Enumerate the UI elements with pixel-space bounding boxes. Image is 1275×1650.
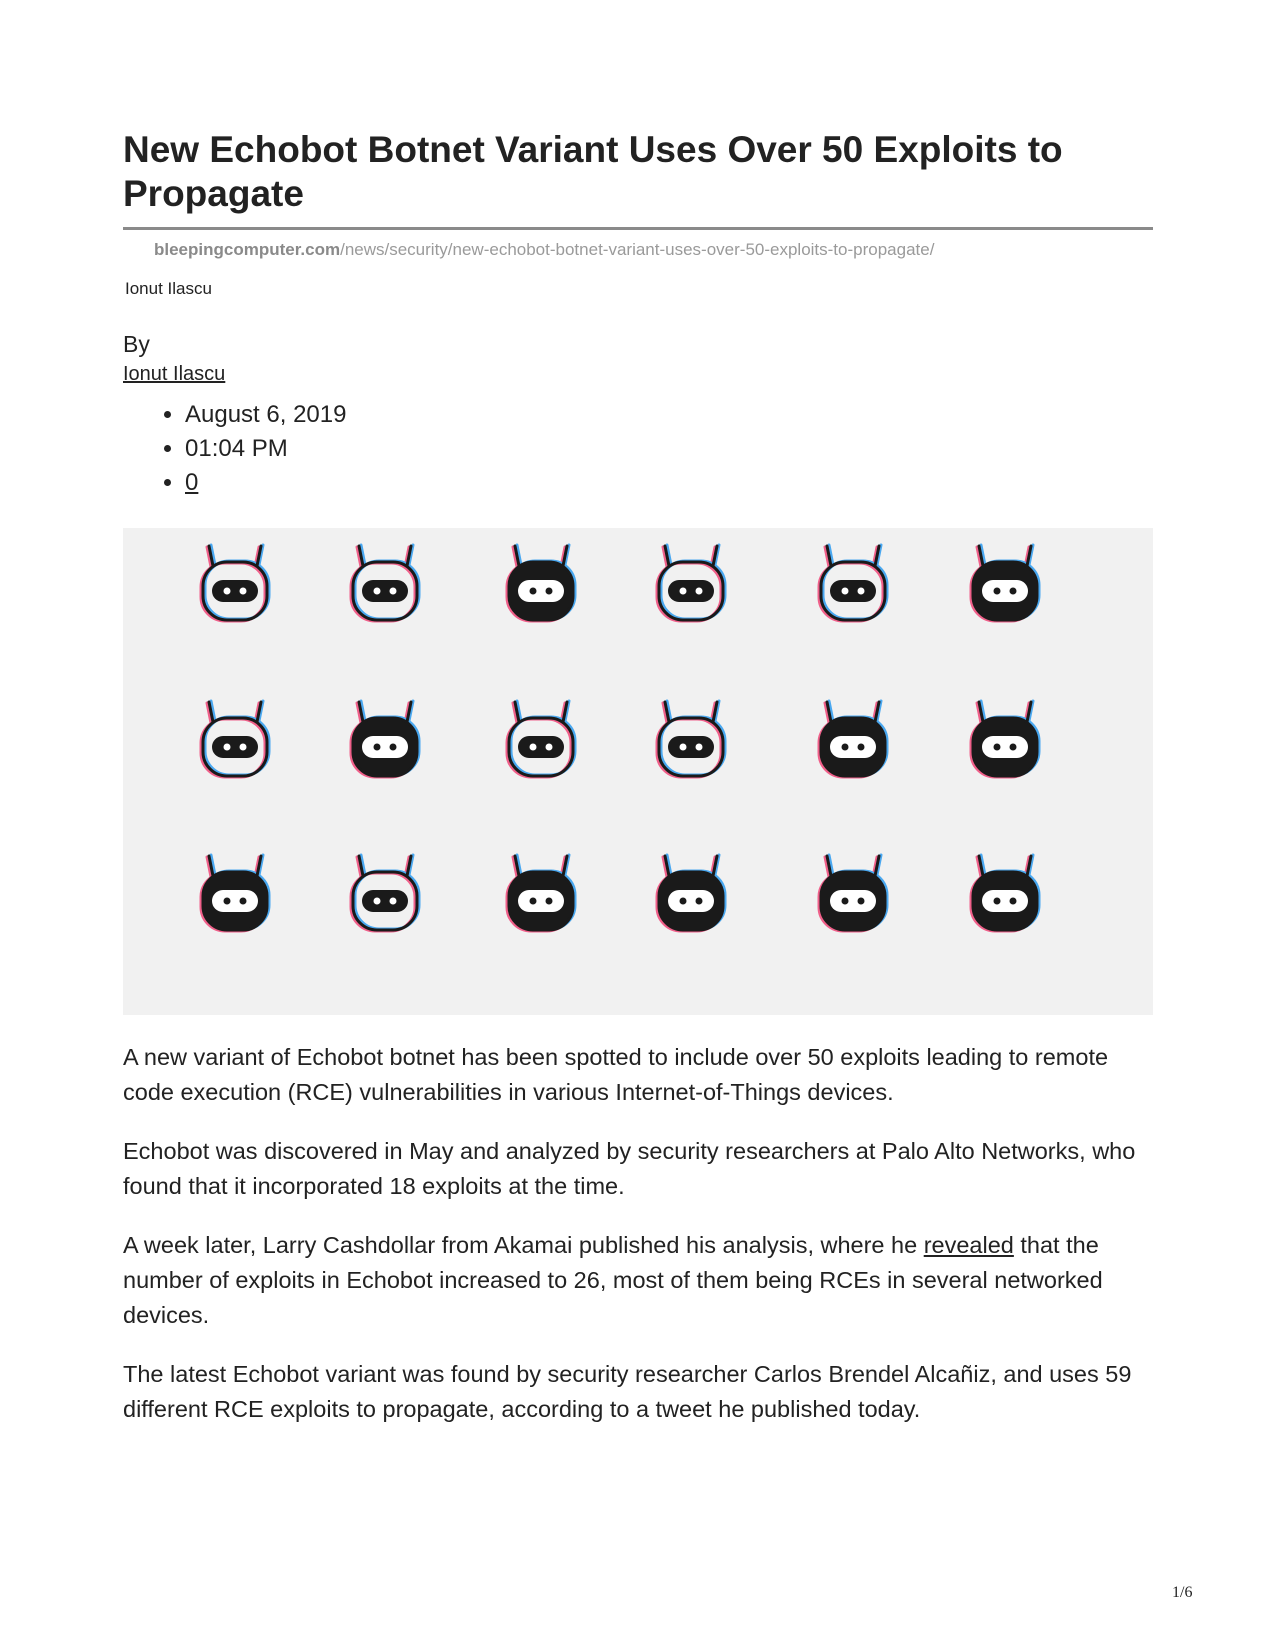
robot-head-icon <box>201 701 269 777</box>
comment-count-item <box>185 466 346 500</box>
article-body <box>123 1040 1158 1451</box>
source-url[interactable] <box>154 240 934 260</box>
robot-head-icon <box>507 701 575 777</box>
robot-head-icon <box>971 855 1039 931</box>
article-title: New Echobot Botnet Variant Uses Over 50 Exploits to Propagate <box>123 129 1063 214</box>
paragraph-4: The latest Echobot variant was found by security researcher Carlos Brendel Alcañiz, and uses 59 different RCE exploits to propagate, according to a tweet he published today. <box>123 1361 1132 1422</box>
paragraph-3 <box>123 1228 1158 1333</box>
byline-label: By <box>123 331 150 357</box>
robot-head-icon <box>351 545 419 621</box>
robot-head-icon <box>351 701 419 777</box>
robot-head-icon <box>201 855 269 931</box>
paragraph-2: Echobot was discovered in May and analyzed by security researchers at Palo Alto Networks, who found that it incorporated 18 exploits at the time. <box>123 1138 1136 1199</box>
article-meta-list <box>123 398 346 500</box>
robot-head-icon <box>201 545 269 621</box>
robot-head-icon <box>819 855 887 931</box>
paragraph-1: A new variant of Echobot botnet has been spotted to include over 50 exploits leading to remote code execution (RCE) vulnerabilities in various Internet-of-Things devices. <box>123 1044 1109 1105</box>
revealed-link[interactable]: revealed <box>923 1232 1014 1258</box>
robot-head-icon <box>507 545 575 621</box>
robot-head-icon <box>657 701 725 777</box>
robot-head-icon <box>351 855 419 931</box>
comment-count-link[interactable]: 0 <box>185 469 199 496</box>
paragraph-3-text-b: that the number of exploits in Echobot increased to 26, most of them being RCEs in several networked devices. <box>123 1232 1103 1328</box>
author-name: Ionut Ilascu <box>125 279 212 298</box>
robot-head-icon <box>507 855 575 931</box>
robot-head-icon <box>657 855 725 931</box>
robot-head-icon <box>971 701 1039 777</box>
robot-head-icon <box>819 545 887 621</box>
title-divider <box>123 227 1153 230</box>
robot-head-icon <box>657 545 725 621</box>
paragraph-3-text-a: A week later, Larry Cashdollar from Akamai published his analysis, where he <box>123 1232 924 1258</box>
robot-head-icon <box>819 701 887 777</box>
source-path: /news/security/new-echobot-botnet-variant-uses-over-50-exploits-to-propagate/ <box>340 240 935 259</box>
robot-grid-illustration <box>123 528 1153 1015</box>
source-domain: bleepingcomputer.com <box>154 240 341 259</box>
publish-time: • 01:04 PM <box>185 432 346 466</box>
publish-date: • August 6, 2019 <box>185 398 346 432</box>
robot-head-icon <box>971 545 1039 621</box>
page-number: 1/6 <box>1172 1584 1193 1601</box>
author-link[interactable]: Ionut Ilascu <box>123 363 226 385</box>
hero-image <box>123 528 1153 1015</box>
